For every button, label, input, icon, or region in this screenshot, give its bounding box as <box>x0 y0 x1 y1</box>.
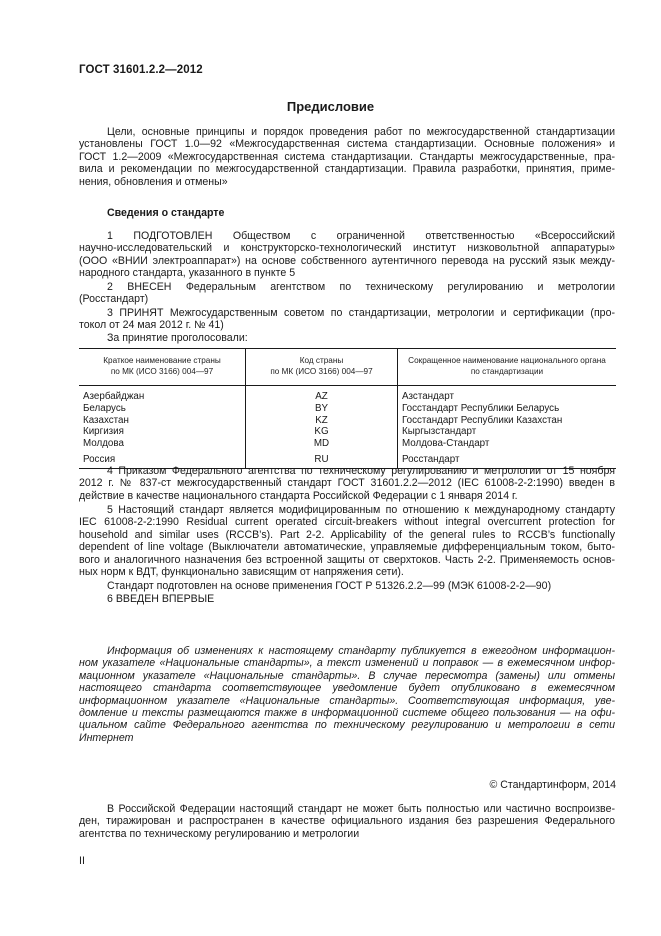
text-line: токол от 24 мая 2012 г. № 41) <box>79 319 224 332</box>
code-cell: KZ <box>246 415 398 427</box>
page-number: II <box>79 855 85 867</box>
text-line: мационном указателе «Национальные стандарты». В случае пересмотра (замены) или отмены <box>79 669 615 682</box>
authority-cell: Молдова-Стандарт <box>398 438 617 450</box>
text-line: household and similar uses (RCCB’s). Part 2-2. Applicability of the general rules to RCCB’s functionally <box>79 528 615 541</box>
page-title: Предисловие <box>286 99 375 114</box>
item-5-basis-note: Стандарт подготовлен на основе применения ГОСТ Р 51326.2.2—99 (МЭК 61008-2-2—90) <box>107 580 552 592</box>
text-line: 3 ПРИНЯТ Межгосударственным советом по стандартизации, метрологии и сертификации (про- <box>107 307 615 319</box>
text-line: Цели, основные принципы и порядок проведения работ по межгосударственной стандартизации <box>107 126 615 138</box>
authority-cell: Госстандарт Республики Казахстан <box>398 415 617 427</box>
document-id-header: ГОСТ 31601.2.2—2012 <box>79 64 203 76</box>
text-line: установлены ГОСТ 1.0—92 «Межгосударственная система стандартизации. Основные положения» и <box>79 138 615 151</box>
table-row <box>79 426 616 438</box>
copyright-notice: © Стандартинформ, 2014 <box>489 779 616 791</box>
section-heading: Сведения о стандарте <box>107 207 225 219</box>
authority-cell: Азстандарт <box>398 386 617 403</box>
code-cell: RU <box>246 450 398 468</box>
voted-label: За принятие проголосовали: <box>107 332 248 344</box>
code-cell: BY <box>246 403 398 415</box>
table-row <box>79 438 616 450</box>
text-line: (Росстандарт) <box>79 293 149 306</box>
reproduction-notice <box>79 803 615 840</box>
country-cell: Беларусь <box>83 402 126 414</box>
table-header-row <box>79 349 616 386</box>
item-6-introduced: 6 ВВЕДЕН ВПЕРВЫЕ <box>107 593 215 605</box>
text-line: действие в качестве национального стандарта Российской Федерации с 1 января 2014 г. <box>79 489 518 502</box>
intro-paragraph <box>79 126 615 188</box>
code-cell: KG <box>246 426 398 438</box>
text-line: Интернет <box>79 731 134 744</box>
text-line: ных норм к ВДТ, функционально зависящим от напряжения сети). <box>79 566 404 579</box>
item-1-prepared-by <box>79 230 615 280</box>
code-cell: MD <box>246 438 398 450</box>
table-row <box>79 403 616 415</box>
item-5-modification <box>79 504 615 578</box>
item-4-order <box>79 465 615 502</box>
country-cell: Казахстан <box>83 414 129 426</box>
text-line: ном указателе «Национальные стандарты», а текст изменений и поправок — в ежемесячном инфор- <box>79 657 615 670</box>
authority-cell: Кыргызстандарт <box>398 426 617 438</box>
country-cell: Азербайджан <box>83 391 145 402</box>
column-header-authority: Сокращенное наименование национального органа по стандартизации <box>398 349 617 386</box>
authority-cell: Госстандарт Республики Беларусь <box>398 403 617 415</box>
country-cell: Россия <box>79 450 246 468</box>
text-line: научно-исследовательский и конструкторско-технологический институт низковольтной аппаратуры» <box>79 242 615 255</box>
text-line: информационном указателе «Национальные стандарты». Соответствующая информация, уве- <box>79 694 615 707</box>
text-line: ден, тиражирован и распространен в качестве официального издания без разрешения Федерального <box>79 815 615 828</box>
country-cell: Киргизия <box>83 426 124 438</box>
text-line: домление и тексты размещаются также в информационной системе общего пользования — на офи- <box>79 707 615 720</box>
text-line: народного стандарта, указанного в пункте 5 <box>79 267 296 280</box>
information-notice <box>79 645 615 744</box>
text-line: Информация об изменениях к настоящему стандарту публикуется в ежегодном информацион- <box>107 645 615 657</box>
country-cell: Молдова <box>83 438 124 450</box>
text-line: (ООО «ВНИИ электроаппарат») на основе собственного аутентичного перевода на русский язык между- <box>79 254 615 267</box>
code-cell: AZ <box>246 386 398 403</box>
column-header-code: Код страны по МК (ИСО 3166) 004—97 <box>246 349 398 386</box>
text-line: IEC 61008-2-2:1990 Residual current operated circuit-breakers without integral overcurrent protection for <box>79 516 615 529</box>
table-row <box>79 386 616 403</box>
text-line: 2 ВНЕСЕН Федеральным агентством по техническому регулированию и метрологии <box>107 281 615 293</box>
authority-cell: Росстандарт <box>398 450 617 468</box>
text-line: циальном сайте Федерального агентства по техническому регулированию и метрологии в сети <box>79 719 615 732</box>
text-line: dependent of line voltage (Выключатели автоматические, управляемые дифференциальным током, быто- <box>79 541 615 554</box>
text-line: вила и рекомендации по межгосударственной стандартизации. Правила разработки, принятия, приме- <box>79 163 615 176</box>
table-row <box>79 415 616 427</box>
column-header-country: Краткое наименование страны по МК (ИСО 3166) 004—97 <box>79 349 246 386</box>
item-2-submitted-by <box>79 281 615 306</box>
text-line: вого и аналогичного назначения без встроенной защиты от сверхтоков. Часть 2-2. Применяемость основ- <box>79 553 615 566</box>
text-line: агентства по техническому регулированию и метрологии <box>79 827 360 840</box>
text-line: 2012 г. № 837-ст межгосударственный стандарт ГОСТ 31601.2.2—2012 (IEC 61008-2-2:1990) введен в <box>79 477 615 490</box>
text-line: 5 Настоящий стандарт является модифицированным по отношению к международному стандарту <box>107 504 615 516</box>
text-line: 1 ПОДГОТОВЛЕН Обществом с ограниченной ответственностью «Всероссийский <box>107 230 615 242</box>
text-line: В Российской Федерации настоящий стандарт не может быть полностью или частично воспроизве- <box>107 803 615 815</box>
text-line: нения, обновления и отмены» <box>79 175 228 188</box>
voting-countries-table <box>79 348 616 469</box>
text-line: 4 Приказом Федерального агентства по техническому регулированию и метрологии от 15 ноября <box>107 465 615 477</box>
item-3-adopted-by <box>79 307 615 332</box>
text-line: настоящего стандарта соответствующее уведомление будет опубликовано в ежемесячном <box>79 682 615 695</box>
text-line: ГОСТ 1.2—2009 «Межгосударственная система стандартизации. Стандарты межгосударственные, пра- <box>79 150 615 163</box>
